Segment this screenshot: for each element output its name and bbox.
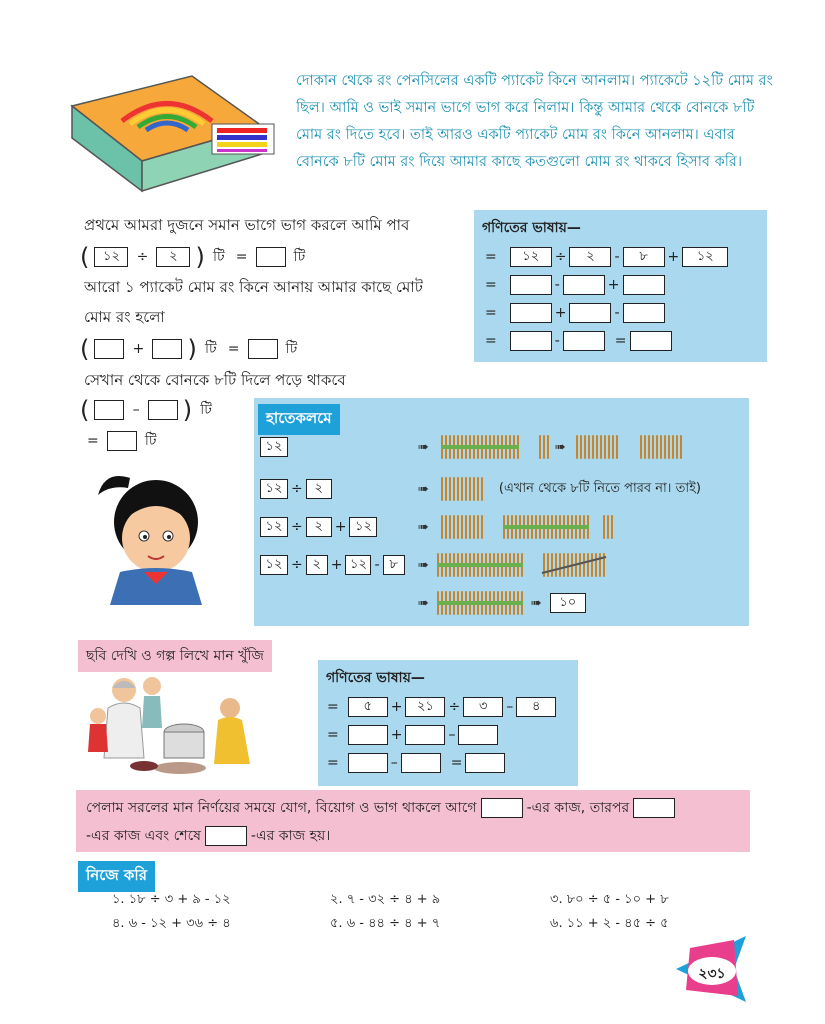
answer-box[interactable] bbox=[205, 826, 247, 846]
value-box: ২ bbox=[156, 247, 190, 267]
unit-text: টি bbox=[204, 341, 217, 357]
math-row bbox=[482, 300, 665, 326]
answer-box[interactable] bbox=[458, 725, 498, 745]
operator: – bbox=[132, 402, 140, 418]
operator: = bbox=[87, 433, 99, 449]
step2-equation bbox=[80, 335, 300, 363]
unit-text: টি bbox=[144, 433, 157, 449]
unit-text: টি bbox=[293, 249, 306, 265]
sticks-6 bbox=[441, 477, 483, 501]
sticks-crossed bbox=[543, 553, 605, 577]
exercise-3: ৩. ৮০ ÷ ৫ - ১০ + ৮ bbox=[550, 892, 669, 907]
operator: + bbox=[607, 277, 620, 293]
answer-box[interactable] bbox=[405, 725, 445, 745]
answer-box[interactable] bbox=[348, 753, 388, 773]
arrow-icon: ➠ bbox=[418, 439, 429, 455]
paren-open: ( bbox=[80, 396, 90, 424]
step3-result bbox=[84, 429, 160, 453]
sticks-6b bbox=[640, 435, 682, 459]
math-language-panel bbox=[474, 210, 767, 362]
paren-close: ) bbox=[182, 396, 193, 424]
operator: - bbox=[614, 305, 620, 321]
operator: = bbox=[614, 333, 627, 349]
operator: + bbox=[330, 557, 343, 573]
page-number-badge bbox=[676, 936, 746, 1002]
operator: = bbox=[227, 341, 240, 357]
value-box: ২ bbox=[306, 517, 332, 537]
rule-line-1 bbox=[86, 796, 679, 820]
value-box: ১২ bbox=[260, 437, 288, 457]
math-row bbox=[324, 750, 505, 776]
answer-box[interactable] bbox=[481, 798, 523, 818]
answer-box[interactable] bbox=[348, 725, 388, 745]
value-box: ২ bbox=[569, 247, 611, 267]
answer-box[interactable] bbox=[630, 331, 672, 351]
operator: ÷ bbox=[291, 481, 303, 497]
operator: = bbox=[485, 277, 497, 293]
math-language-panel-2 bbox=[318, 660, 578, 786]
sticks-row-5 bbox=[418, 590, 586, 616]
step2-text: আরো ১ প্যাকেট মোম রং কিনে আনায় আমার কাছে মোট bbox=[84, 278, 423, 296]
rule-panel bbox=[76, 790, 750, 852]
sticks-2 bbox=[603, 515, 613, 539]
value-box: ২ bbox=[306, 555, 328, 575]
value-box: ১২ bbox=[94, 247, 128, 267]
unit-text: টি bbox=[285, 341, 298, 357]
answer-box[interactable] bbox=[401, 753, 441, 773]
exercise-6: ৬. ১১ + ২ - ৪৫ ÷ ৫ bbox=[550, 916, 669, 931]
arrow-icon: ➠ bbox=[530, 595, 542, 611]
sticks-row-4 bbox=[418, 552, 605, 578]
answer-box[interactable] bbox=[623, 275, 665, 295]
step3-text: সেখান থেকে বোনকে ৮টি দিলে পড়ে থাকবে bbox=[84, 371, 346, 389]
family-cooking-illustration bbox=[84, 668, 274, 778]
operator: + bbox=[334, 519, 347, 535]
sticks-bundle-10 bbox=[437, 553, 523, 577]
exercise-1: ১. ১৮ ÷ ৩ + ৯ - ১২ bbox=[112, 892, 231, 907]
operator: + bbox=[132, 341, 145, 357]
paren-close: ) bbox=[187, 335, 197, 363]
math-row bbox=[324, 722, 498, 748]
operator: + bbox=[667, 249, 680, 265]
sticks-6 bbox=[441, 515, 483, 539]
rule-text: -এর কাজ এবং শেষে bbox=[86, 828, 201, 844]
exercise-2: ২. ৭ - ৩২ ÷ ৪ + ৯ bbox=[330, 892, 441, 907]
math-row bbox=[324, 694, 556, 720]
unit-text: টি bbox=[212, 249, 225, 265]
paren-close: ) bbox=[195, 243, 205, 271]
operator: ÷ bbox=[448, 699, 461, 715]
operator: = bbox=[485, 249, 497, 265]
story-section-tag: ছবি দেখি ও গল্প লিখে মান খুঁজি bbox=[78, 640, 272, 672]
sticks-6 bbox=[576, 435, 618, 459]
value-box: ৮ bbox=[383, 555, 405, 575]
operator: - bbox=[554, 277, 560, 293]
hands-on-row-1 bbox=[260, 434, 288, 460]
sticks-row-2 bbox=[418, 476, 701, 502]
answer-box[interactable] bbox=[563, 275, 605, 295]
sticks-bundle-10 bbox=[437, 591, 523, 615]
rule-line-2 bbox=[86, 824, 330, 848]
value-box: ১২ bbox=[345, 555, 371, 575]
value-box: ২১ bbox=[405, 697, 445, 717]
operator: = bbox=[327, 727, 339, 743]
sticks-bundle-10 bbox=[441, 435, 519, 459]
hands-on-note: (এখান থেকে ৮টি নিতে পারব না। তাই) bbox=[498, 480, 701, 496]
answer-box[interactable] bbox=[623, 303, 665, 323]
answer-box[interactable] bbox=[633, 798, 675, 818]
arrow-icon: ➠ bbox=[554, 439, 566, 455]
step1-text: প্রথমে আমরা দুজনে সমান ভাগে ভাগ করলে আমি পাব bbox=[84, 216, 410, 234]
math-row bbox=[482, 272, 665, 298]
result-box: ১০ bbox=[550, 593, 586, 613]
hands-on-row-2 bbox=[260, 476, 332, 502]
value-box: ১২ bbox=[349, 517, 377, 537]
operator: – bbox=[506, 699, 514, 715]
step1-equation bbox=[80, 243, 308, 271]
rule-text: -এর কাজ, তারপর bbox=[526, 800, 630, 816]
do-yourself-title: নিজে করি bbox=[78, 861, 155, 892]
value-box: ৮ bbox=[623, 247, 665, 267]
answer-box[interactable] bbox=[148, 400, 178, 420]
answer-box[interactable] bbox=[510, 331, 552, 351]
operator: – bbox=[390, 755, 398, 771]
answer-box[interactable] bbox=[563, 331, 605, 351]
hands-on-row-3 bbox=[260, 514, 377, 540]
value-box: ১২ bbox=[260, 517, 288, 537]
operator: ÷ bbox=[291, 519, 303, 535]
rule-text: -এর কাজ হয়। bbox=[250, 828, 331, 844]
operator: ÷ bbox=[554, 249, 567, 265]
operator: = bbox=[327, 755, 339, 771]
unit-text: টি bbox=[200, 402, 212, 418]
operator: - bbox=[614, 249, 620, 265]
panel-title: গণিতের ভাষায়— bbox=[326, 670, 425, 686]
answer-box[interactable] bbox=[569, 303, 611, 323]
arrow-icon: ➠ bbox=[418, 557, 429, 573]
exercise-4: ৪. ৬ - ১২ + ৩৬ ÷ ৪ bbox=[112, 916, 231, 931]
value-box: ১২ bbox=[510, 247, 552, 267]
value-box: ২ bbox=[306, 479, 332, 499]
paren-open: ( bbox=[80, 335, 90, 363]
operator: + bbox=[390, 727, 403, 743]
value-box: ১২ bbox=[682, 247, 728, 267]
operator: = bbox=[327, 699, 339, 715]
answer-box[interactable] bbox=[465, 753, 505, 773]
page-number: ২৩১ bbox=[698, 966, 726, 982]
answer-box[interactable] bbox=[256, 247, 286, 267]
answer-box[interactable] bbox=[510, 275, 552, 295]
answer-box[interactable] bbox=[94, 400, 124, 420]
arrow-icon: ➠ bbox=[418, 519, 429, 535]
crayon-box-illustration bbox=[62, 66, 282, 196]
value-box: ৫ bbox=[348, 697, 388, 717]
operator: = bbox=[450, 755, 463, 771]
operator: ÷ bbox=[136, 249, 149, 265]
operator: - bbox=[374, 557, 380, 573]
value-box: ১২ bbox=[260, 479, 288, 499]
answer-box[interactable] bbox=[152, 339, 182, 359]
step2-text-cont: মোম রং হলো bbox=[84, 308, 165, 326]
value-box: ৩ bbox=[463, 697, 503, 717]
value-box: ৪ bbox=[516, 697, 556, 717]
answer-box[interactable] bbox=[94, 339, 124, 359]
hands-on-row-4 bbox=[260, 552, 405, 578]
math-row bbox=[482, 328, 672, 354]
operator: = bbox=[235, 249, 248, 265]
panel-title: গণিতের ভাষায়— bbox=[482, 220, 581, 236]
hands-on-panel bbox=[254, 398, 749, 626]
value-box: ১২ bbox=[260, 555, 288, 575]
answer-box[interactable] bbox=[248, 339, 278, 359]
operator: + bbox=[554, 305, 567, 321]
arrow-icon: ➠ bbox=[418, 595, 429, 611]
sticks-2 bbox=[539, 435, 549, 459]
operator: = bbox=[485, 333, 497, 349]
rule-text: পেলাম সরলের মান নির্ণয়ের সময়ে যোগ, বিয়োগ ও ভাগ থাকলে আগে bbox=[86, 800, 477, 816]
paren-open: ( bbox=[80, 243, 90, 271]
arrow-icon: ➠ bbox=[418, 481, 429, 497]
operator: ÷ bbox=[291, 557, 303, 573]
sticks-bundle-10 bbox=[503, 515, 589, 539]
operator: = bbox=[485, 305, 497, 321]
operator: + bbox=[390, 699, 403, 715]
operator: - bbox=[554, 333, 560, 349]
hands-on-title: হাতেকলমে bbox=[258, 404, 340, 435]
exercise-5: ৫. ৬ - ৪৪ ÷ ৪ + ৭ bbox=[330, 916, 441, 931]
sticks-row-1 bbox=[418, 434, 682, 460]
girl-illustration bbox=[90, 460, 210, 605]
answer-box[interactable] bbox=[107, 431, 137, 451]
operator: – bbox=[448, 727, 456, 743]
answer-box[interactable] bbox=[510, 303, 552, 323]
math-row bbox=[482, 244, 728, 270]
intro-paragraph: দোকান থেকে রং পেনসিলের একটি প্যাকেট কিনে আনলাম। প্যাকেটে ১২টি মোম রং ছিল। আমি ও ভাই সমান ভাগে ভাগ করে নিলাম। কিন্তু আমার থেকে বোনকে ৮টি মোম রং দিতে হবে। তাই আরও একটি প্যাকেট মোম রং কিনে আনলাম। এবার বোনকে ৮টি মোম রং দিয়ে আমার কাছে কতগুলো মোম রং থাকবে হিসাব করি। bbox=[296, 73, 773, 170]
step3-equation bbox=[80, 396, 215, 424]
sticks-row-3 bbox=[418, 514, 613, 540]
